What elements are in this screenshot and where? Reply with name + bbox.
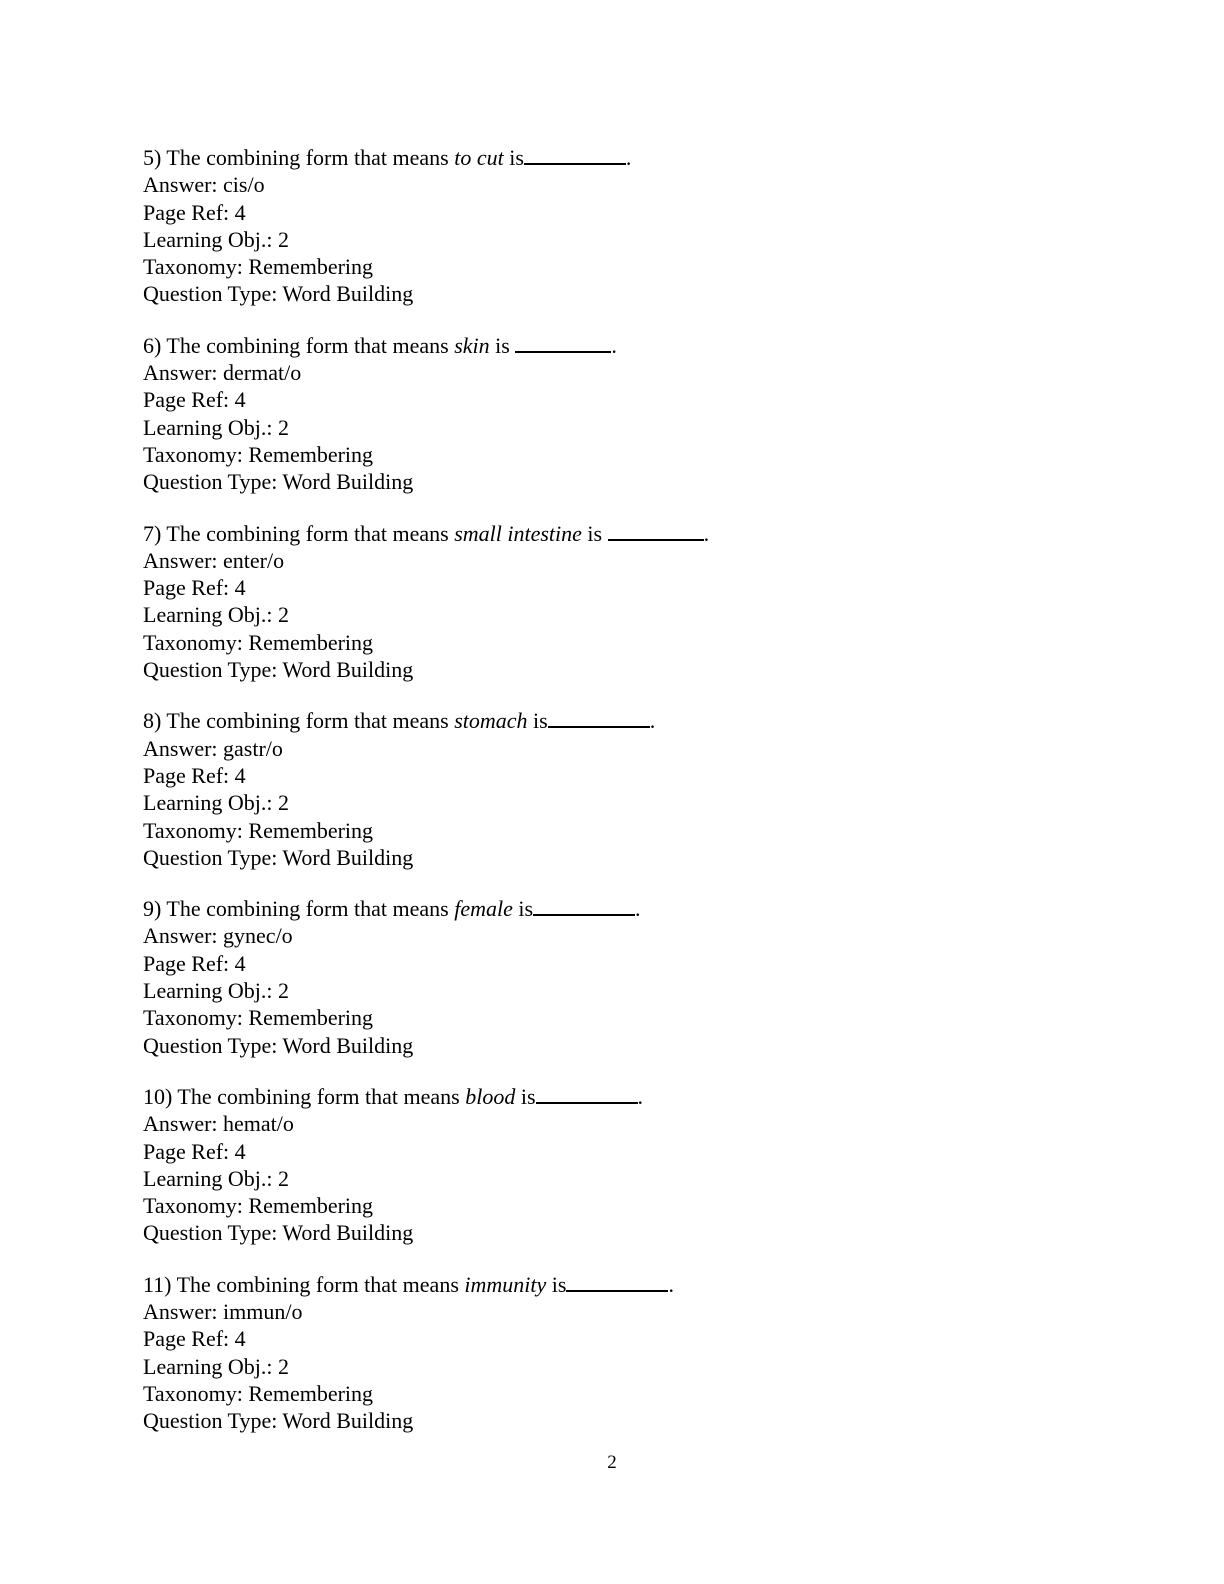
learning-obj-line: Learning Obj.: 2: [143, 1353, 290, 1379]
period: .: [703, 520, 710, 546]
document-body: [143, 144, 1083, 1458]
question-stem: [143, 520, 1083, 547]
question-stem: [143, 1083, 1083, 1110]
question-type-line: Question Type: Word Building: [143, 1032, 414, 1058]
question-text: 11) The combining form that means: [143, 1271, 465, 1297]
question-stem: [143, 707, 1083, 734]
question-text-end: is: [512, 896, 534, 922]
page-ref-line: Page Ref: 4: [143, 762, 246, 788]
period: .: [611, 332, 617, 358]
question-type-line: Question Type: Word Building: [143, 844, 414, 870]
question-text-end: is: [581, 520, 608, 546]
question-text-end: is: [527, 708, 548, 734]
answer-line: Answer: cis/o: [143, 172, 265, 198]
question-text: 8) The combining form that means: [143, 708, 455, 734]
question-text: 7) The combining form that means: [143, 520, 455, 546]
taxonomy-line: Taxonomy: Remembering: [143, 254, 374, 280]
answer-blank: [536, 1085, 638, 1104]
answer-blank: [533, 897, 635, 916]
question-stem: [143, 144, 1083, 171]
answer-line: Answer: gastr/o: [143, 735, 283, 761]
question-type-line: Question Type: Word Building: [143, 1220, 414, 1246]
page-ref-line: Page Ref: 4: [143, 387, 246, 413]
page-ref-line: Page Ref: 4: [143, 575, 246, 601]
question-stem: [143, 332, 1083, 359]
question-term: small intestine: [454, 520, 582, 546]
taxonomy-line: Taxonomy: Remembering: [143, 629, 374, 655]
answer-line: Answer: dermat/o: [143, 360, 302, 386]
question-block: [143, 520, 1083, 684]
learning-obj-line: Learning Obj.: 2: [143, 1165, 290, 1191]
question-block: [143, 895, 1083, 1059]
question-text-end: is: [503, 145, 524, 170]
answer-line: Answer: gynec/o: [143, 923, 293, 949]
answer-blank: [548, 709, 650, 728]
taxonomy-line: Taxonomy: Remembering: [143, 441, 374, 467]
question-text: 5) The combining form that means: [143, 145, 455, 170]
learning-obj-line: Learning Obj.: 2: [143, 226, 290, 252]
page-number: 2: [607, 1452, 617, 1473]
question-block: [143, 1083, 1083, 1247]
learning-obj-line: Learning Obj.: 2: [143, 790, 290, 816]
question-text-end: is: [515, 1083, 536, 1109]
question-stem: [143, 895, 1083, 922]
question-term: blood: [465, 1083, 516, 1109]
question-term: skin: [454, 332, 490, 358]
page-ref-line: Page Ref: 4: [143, 950, 246, 976]
answer-line: Answer: hemat/o: [143, 1111, 294, 1137]
period: .: [635, 896, 641, 922]
question-block: [143, 332, 1083, 496]
question-term: female: [454, 896, 513, 922]
question-type-line: Question Type: Word Building: [143, 657, 414, 683]
question-type-line: Question Type: Word Building: [143, 469, 414, 495]
page-ref-line: Page Ref: 4: [143, 1138, 246, 1164]
period: .: [649, 708, 656, 734]
question-block: [143, 707, 1083, 871]
page-ref-line: Page Ref: 4: [143, 1326, 246, 1352]
question-stem: [143, 1271, 1083, 1298]
answer-blank: [524, 146, 626, 165]
answer-blank: [608, 522, 704, 541]
question-term: to cut: [454, 145, 504, 170]
question-block: [143, 1271, 1083, 1435]
question-block: [143, 144, 1083, 308]
question-term: immunity: [464, 1271, 547, 1297]
taxonomy-line: Taxonomy: Remembering: [143, 817, 374, 843]
period: .: [668, 1271, 674, 1297]
answer-line: Answer: immun/o: [143, 1298, 303, 1324]
answer-blank: [566, 1273, 668, 1292]
question-text-end: is: [546, 1271, 567, 1297]
period: .: [625, 145, 632, 170]
question-type-line: Question Type: Word Building: [143, 1408, 414, 1434]
question-term: stomach: [454, 708, 528, 734]
taxonomy-line: Taxonomy: Remembering: [143, 1193, 374, 1219]
question-text: 9) The combining form that means: [143, 896, 455, 922]
question-text: 6) The combining form that means: [143, 332, 455, 358]
taxonomy-line: Taxonomy: Remembering: [143, 1380, 374, 1406]
question-text-end: is: [489, 332, 516, 358]
page-ref-line: Page Ref: 4: [143, 199, 246, 225]
taxonomy-line: Taxonomy: Remembering: [143, 1005, 374, 1031]
learning-obj-line: Learning Obj.: 2: [143, 602, 290, 628]
answer-line: Answer: enter/o: [143, 547, 285, 573]
question-type-line: Question Type: Word Building: [143, 281, 414, 307]
learning-obj-line: Learning Obj.: 2: [143, 414, 290, 440]
question-text: 10) The combining form that means: [143, 1083, 466, 1109]
learning-obj-line: Learning Obj.: 2: [143, 978, 290, 1004]
answer-blank: [515, 334, 611, 353]
period: .: [637, 1083, 644, 1109]
